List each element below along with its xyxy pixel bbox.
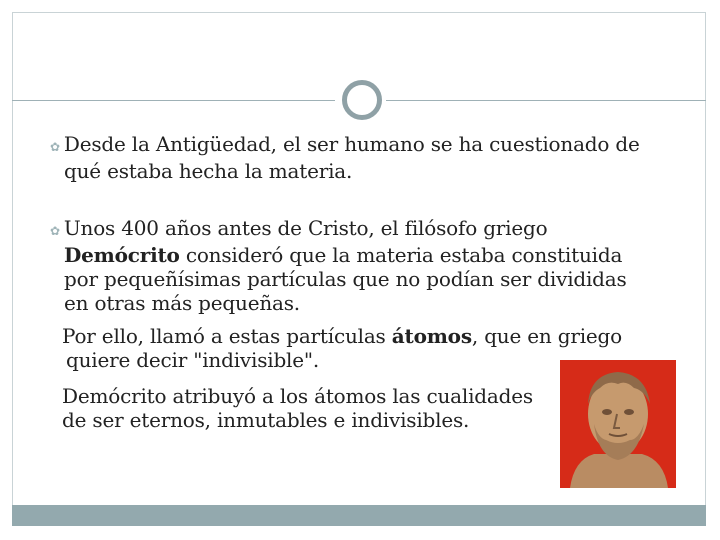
democritus-portrait-image (560, 360, 676, 488)
paragraph-1-text-1: Desde la Antigüedad, el ser humano se ha cuestionado de (63, 132, 640, 156)
paragraph-3-text-2: , que en griego (471, 324, 622, 348)
paragraph-3-line-2: quiere decir "indivisible". (66, 348, 320, 372)
top-rule-right (386, 100, 706, 101)
paragraph-1 (50, 132, 700, 183)
footer-bar (12, 505, 706, 526)
paragraph-4-line-2: de ser eternos, inmutables e indivisibles. (62, 408, 470, 432)
paragraph-1-line-1 (50, 132, 700, 159)
bullet-icon: ✿ (50, 224, 60, 238)
paragraph-2 (50, 216, 650, 315)
atomos-word: átomos (391, 324, 472, 348)
paragraph-3-line-1 (62, 324, 682, 348)
circle-ornament-icon (342, 80, 382, 120)
portrait-bust-illustration (560, 360, 676, 488)
paragraph-2-text-1: Unos 400 años antes de Cristo, el filósofo griego (63, 216, 548, 240)
paragraph-2-line-4: en otras más pequeñas. (64, 291, 300, 315)
paragraph-2-line-3: por pequeñísimas partículas que no podían ser divididas (64, 267, 627, 291)
paragraph-2-text-2: consideró que la materia estaba constituida (179, 243, 623, 267)
bullet-icon: ✿ (50, 140, 60, 154)
top-rule-left (12, 100, 335, 101)
paragraph-2-line-2 (50, 243, 650, 267)
paragraph-2-line-1 (50, 216, 650, 243)
paragraph-4 (62, 384, 562, 432)
paragraph-4-line-1: Demócrito atribuyó a los átomos las cualidades (62, 384, 533, 408)
paragraph-1-line-2: qué estaba hecha la materia. (64, 159, 353, 183)
democrito-name: Demócrito (64, 243, 180, 267)
paragraph-3-text-1: Por ello, llamó a estas partículas (62, 324, 392, 348)
